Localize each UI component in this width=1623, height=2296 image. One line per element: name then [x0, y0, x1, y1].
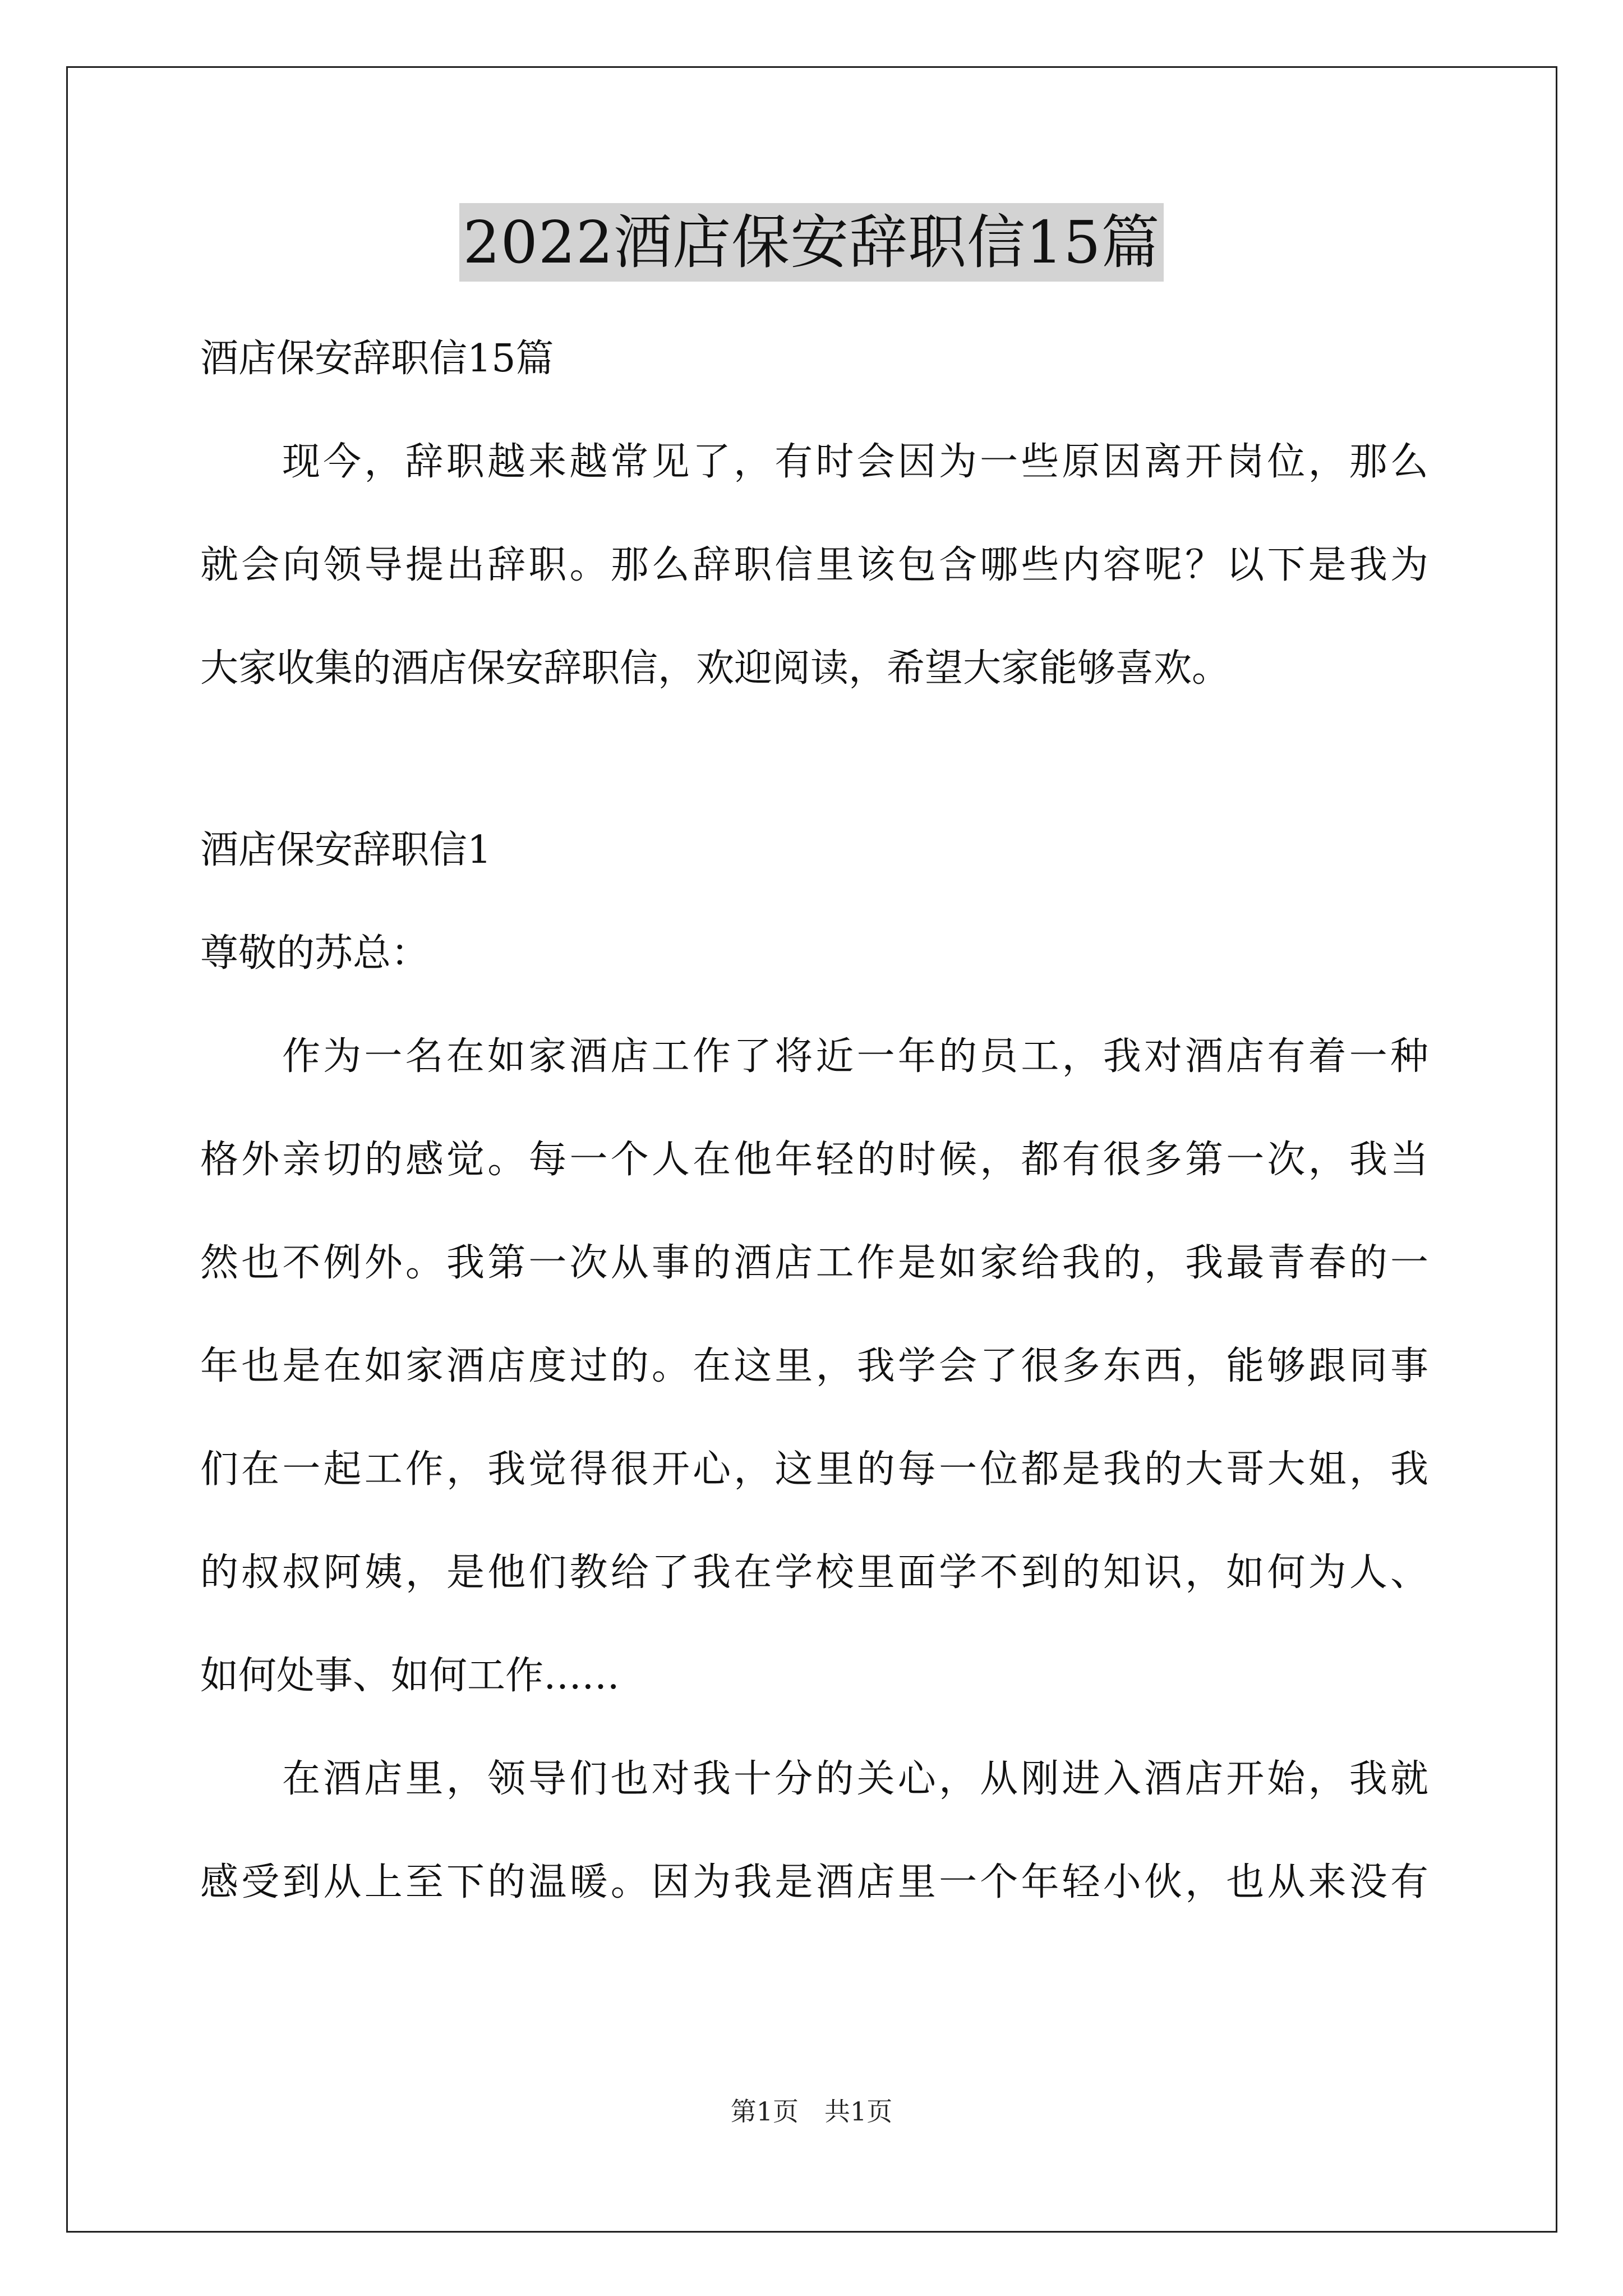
paragraph-line: 们在一起工作，我觉得很开心，这里的每一位都是我的大哥大姐，我: [200, 1447, 1428, 1492]
subtitle-line: 酒店保安辞职信15篇: [200, 337, 554, 381]
paragraph-line: 就会向领导提出辞职。那么辞职信里该包含哪些内容呢？以下是我为: [200, 543, 1428, 587]
document-title: 2022酒店保安辞职信15篇: [459, 203, 1163, 282]
salutation-line: 尊敬的苏总：: [200, 931, 430, 976]
document-body: [200, 337, 1428, 1963]
paragraph-line: 年也是在如家酒店度过的。在这里，我学会了很多东西，能够跟同事: [200, 1344, 1428, 1388]
paragraph-line: 现今，辞职越来越常见了，有时会因为一些原因离开岗位，那么: [282, 440, 1428, 484]
paragraph-line: 格外亲切的感觉。每一个人在他年轻的时候，都有很多第一次，我当: [200, 1138, 1428, 1182]
page-number-total: 共1页: [824, 2096, 893, 2127]
paragraph-line: 大家收集的酒店保安辞职信，欢迎阅读，希望大家能够喜欢。: [200, 646, 1230, 691]
paragraph-line: 然也不例外。我第一次从事的酒店工作是如家给我的，我最青春的一: [200, 1241, 1428, 1285]
paragraph-line: 在酒店里，领导们也对我十分的关心，从刚进入酒店开始，我就: [282, 1757, 1428, 1801]
section-heading: 酒店保安辞职信1: [200, 828, 492, 872]
title-container: [0, 203, 1623, 282]
page-number-current: 第1页: [730, 2096, 799, 2127]
paragraph-line: 感受到从上至下的温暖。因为我是酒店里一个年轻小伙，也从来没有: [200, 1860, 1428, 1904]
paragraph-line: 的叔叔阿姨，是他们教给了我在学校里面学不到的知识，如何为人、: [200, 1550, 1428, 1595]
paragraph-line: 作为一名在如家酒店工作了将近一年的员工，我对酒店有着一种: [282, 1034, 1428, 1079]
page-footer: [0, 2095, 1623, 2128]
paragraph-line: 如何处事、如何工作……: [200, 1654, 620, 1698]
